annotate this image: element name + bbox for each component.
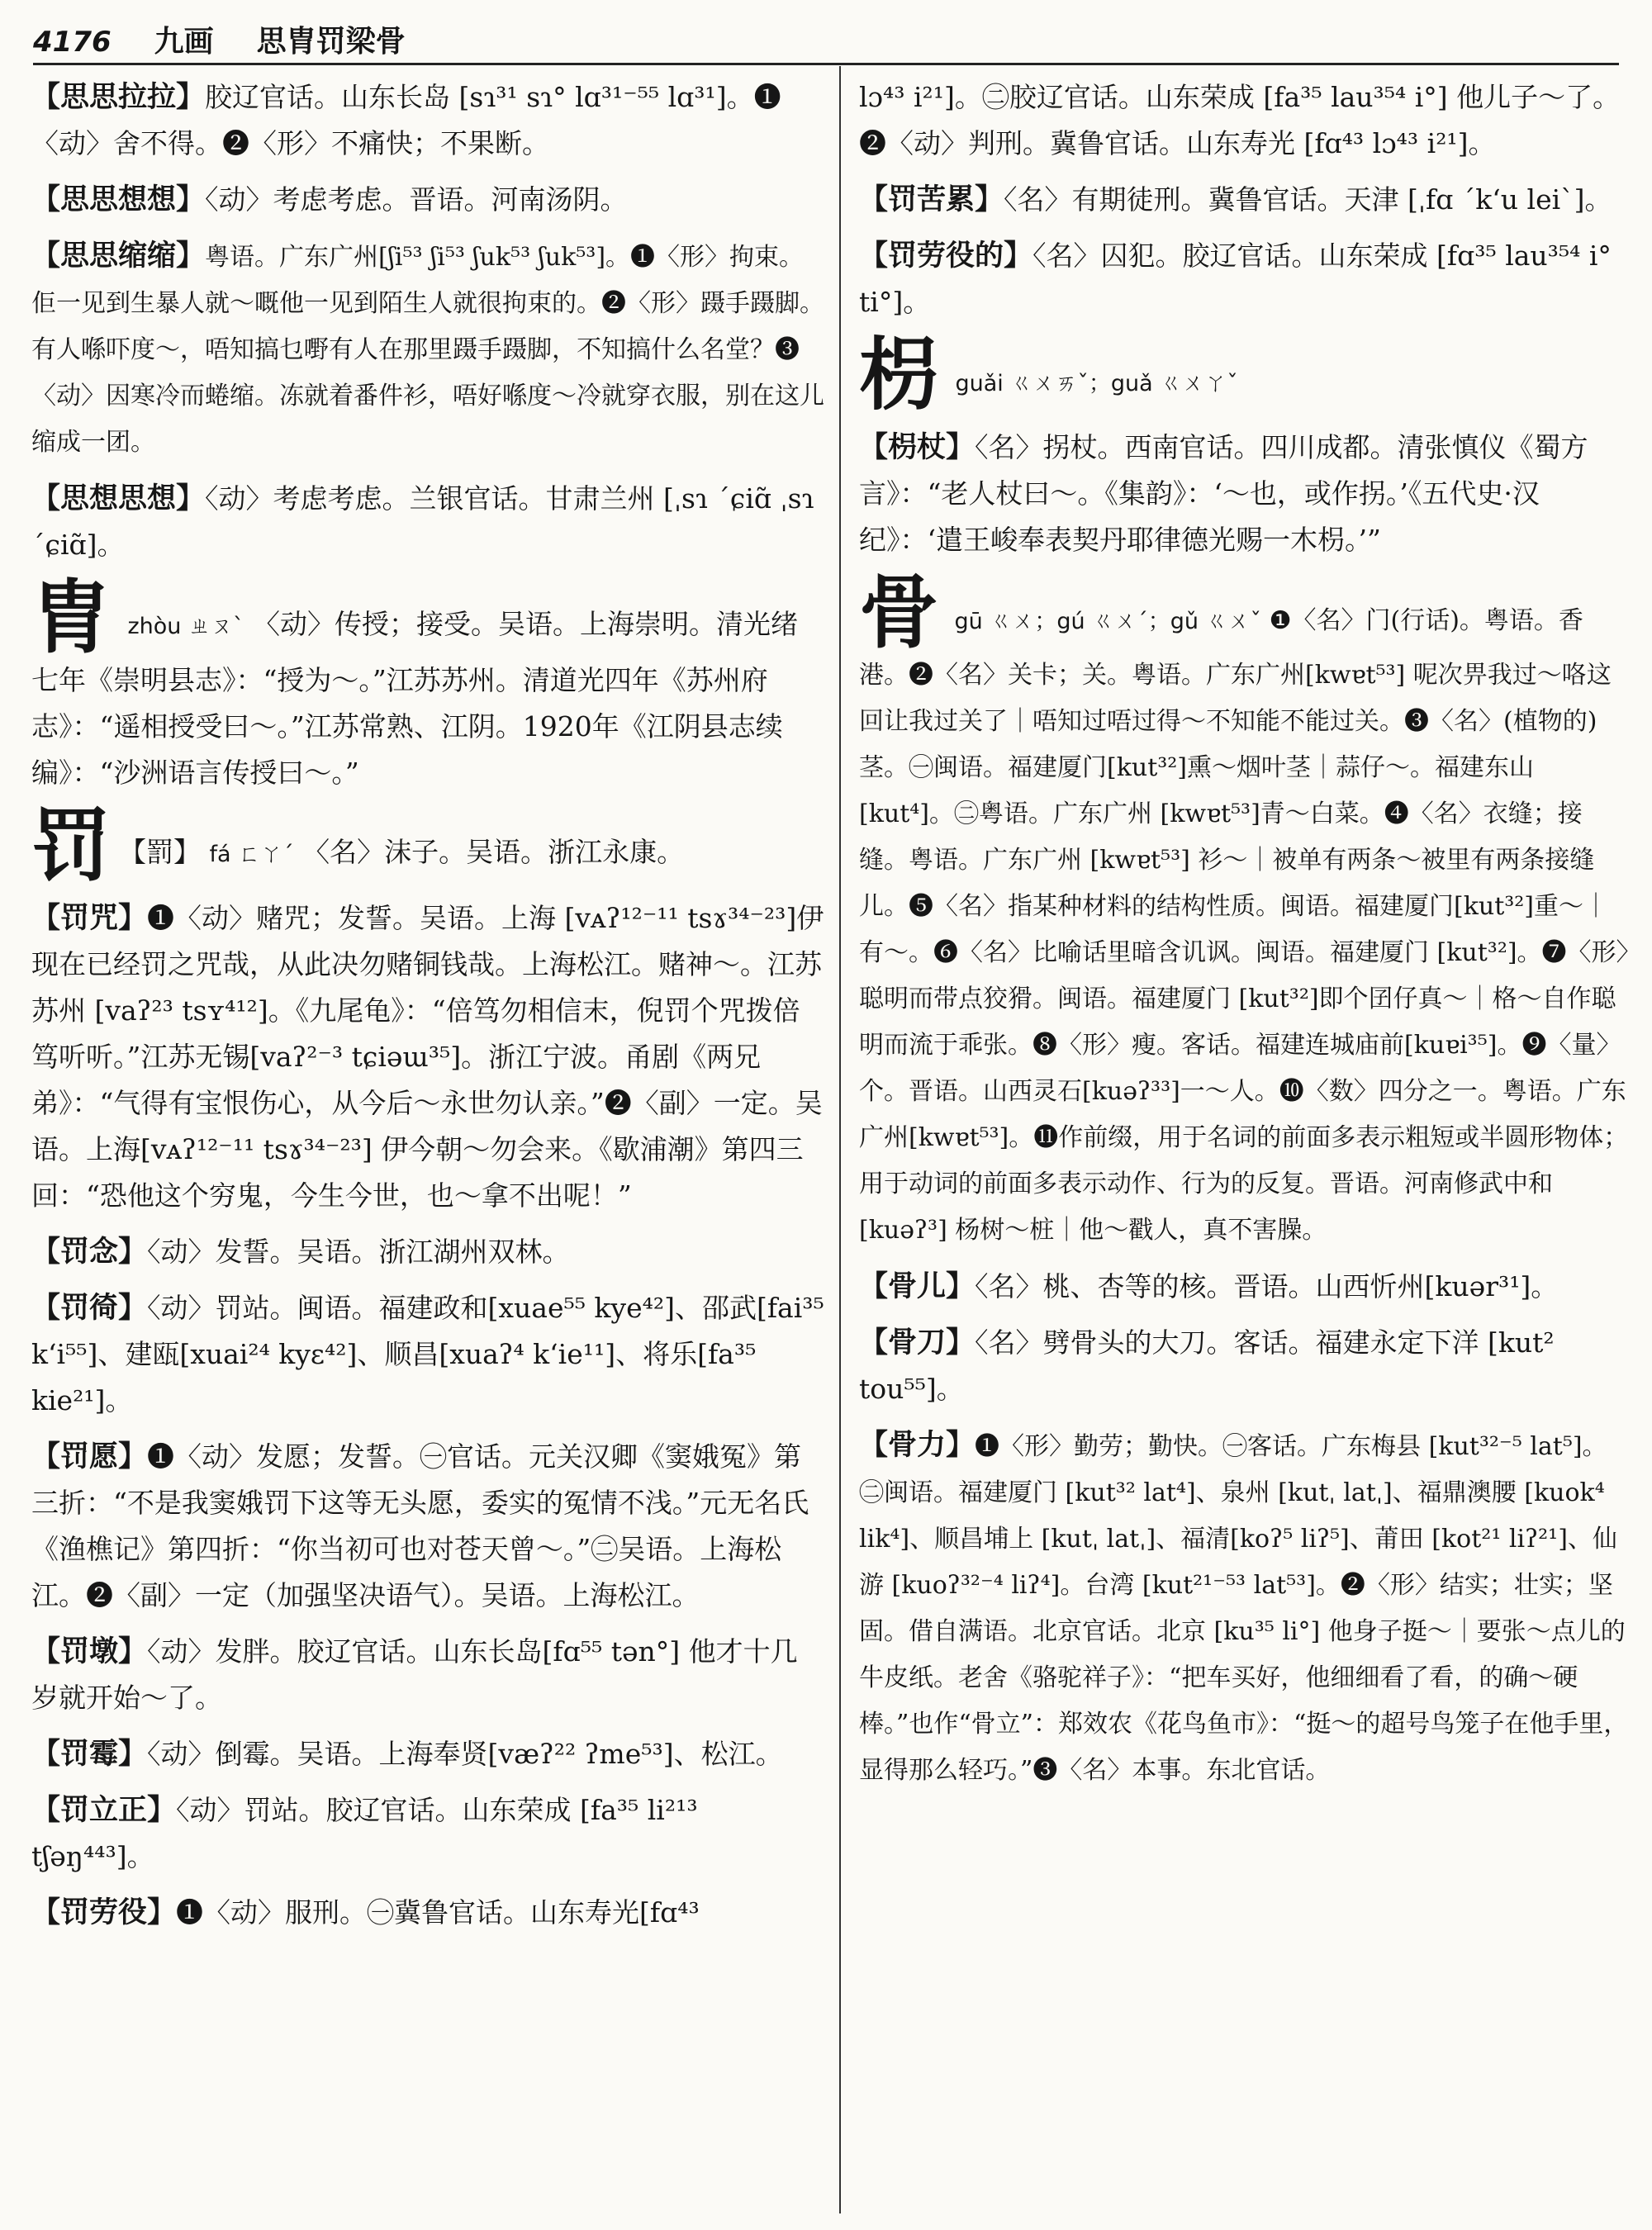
dictionary-entry	[31, 1285, 824, 1424]
headword: 【 罚愿 】	[31, 1440, 147, 1473]
dictionary-entry	[31, 1787, 824, 1880]
headword: 【 思思缩缩 】	[31, 240, 205, 273]
headword: 【 枴杖 】	[859, 431, 975, 464]
page-header	[33, 18, 1619, 64]
pinyin: zhòu ㄓㄡˋ	[127, 614, 244, 639]
pinyin: fá ㄈㄚˊ	[209, 842, 294, 867]
pinyin: gū ㄍㄨ；gú ㄍㄨˊ；gǔ ㄍㄨˇ	[954, 609, 1262, 634]
dictionary-entry	[31, 233, 824, 466]
headword: 【 骨儿 】	[859, 1270, 975, 1303]
dictionary-entry	[31, 476, 824, 568]
headword: 【 思想思想 】	[31, 482, 205, 515]
headword: 【 骨刀 】	[859, 1326, 975, 1359]
head-character: 罚	[31, 799, 111, 892]
dictionary-entry	[31, 1731, 824, 1777]
dictionary-entry	[859, 1264, 1631, 1310]
definition: 〈名〉沫子。吴语。浙江永康。	[302, 836, 685, 868]
definition: ❶〈形〉勤劳；勤快。㊀客话。广东梅县 [kut³²⁻⁵ lat⁵]。㊁闽语。福建厦门 [kut³² lat⁴]、泉州 [kutˌ latˌ]、福鼎澳腰 [kuok⁴ lik⁴]、顺昌埔上 [kutˌ latˌ]、福清[koʔ⁵ liʔ⁵]、莆田 [kot²¹ liʔ²¹]、仙游 [kuoʔ³²⁻⁴ liʔ⁴]。台湾 [kut²¹⁻⁵³ lat⁵³]。❷〈形〉结实；壮实；坚固。借自满语。北京官话。北京 [ku³⁵ li°] 他身子挺～｜要张～点儿的牛皮纸。老舍《骆驼祥子》：“把车买好，他细细看了看，的确～硬棒。”也作“骨立”：郑效农《花鸟鱼市》：“挺～的超号鸟笼子在他手里，显得那么轻巧。”❸〈名〉本事。东北官话。	[859, 1432, 1629, 1785]
traditional-form: 【罰】	[119, 836, 201, 868]
dictionary-entry	[31, 177, 824, 223]
definition: 〈动〉考虑考虑。晋语。河南汤阴。	[205, 183, 628, 216]
headword: 【 罚徛 】	[31, 1292, 147, 1325]
dictionary-entry	[859, 1320, 1631, 1412]
headword: 【 罚劳役 】	[31, 1896, 176, 1929]
definition: 胶辽官话。山东长岛 [sɿ³¹ sɿ° lɑ³¹⁻⁵⁵ lɑ³¹]。❶〈动〉舍不得。❷〈形〉不痛快；不果断。	[31, 81, 781, 159]
definition: 〈动〉传授；接受。吴语。上海崇明。清光绪七年《崇明县志》：“授为～。”江苏苏州。清道光四年《苏州府志》：“遥相授受曰～。”江苏常熟、江阴。1920年《江阴县志续编》：“沙洲语言传授曰～。”	[31, 608, 798, 789]
headword: 【 思思拉拉 】	[31, 81, 205, 114]
definition: lɔ⁴³ i²¹]。㊁胶辽官话。山东荣成 [fa³⁵ lau³⁵⁴ i°] 他儿子～了。❷〈动〉判刑。冀鲁官话。山东寿光 [fɑ⁴³ lɔ⁴³ i²¹]。	[859, 81, 1621, 159]
entry-continuation	[859, 74, 1631, 167]
section-chars: 思胄罚梁骨	[256, 24, 406, 59]
definition: 〈动〉发胖。胶辽官话。山东长岛[fɑ⁵⁵ tən°] 他才十几岁就开始～了。	[31, 1635, 798, 1714]
headword: 【 罚霉 】	[31, 1738, 147, 1771]
definition: ❶〈名〉门(行话)。粤语。香港。❷〈名〉关卡；关。粤语。广东广州[kwɐt⁵³] 呢次畀我过～咯这回让我过关了｜唔知过唔过得～不知能不能过关。❸〈名〉(植物的) 茎。㊀闽语。福建厦门[kut³²]熏～烟叶茎｜蒜仔～。福建东山 [kut⁴]。㊁粤语。广东广州 [kwɐt⁵³]青～白菜。❹〈名〉衣缝；接缝。粤语。广东广州 [kwɐt⁵³] 衫～｜被单有两条～被里有两条接缝儿。❺〈名〉指某种材料的结构性质。闽语。福建厦门[kut³²]重～｜有～。❻〈名〉比喻话里暗含讥讽。闽语。福建厦门 [kut³²]。❼〈形〉聪明而带点狡猾。闽语。福建厦门 [kut³²]即个囝仔真～｜格～自作聪明而流于乖张。❽〈形〉瘦。客话。福建连城庙前[kuɐi³⁵]。❾〈量〉个。晋语。山西灵石[kuəʔ³³]一～人。❿〈数〉四分之一。粤语。广东广州[kwɐt⁵³]。⓫作前缀，用于名词的前面多表示粗短或半圆形物体；用于动词的前面多表示动作、行为的反复。晋语。河南修武中和[kuəʔ³] 杨树～桩｜他～戳人，真不害臊。	[859, 606, 1629, 1245]
headword: 【 罚咒 】	[31, 902, 147, 935]
dictionary-entry	[859, 177, 1631, 223]
definition: 粤语。广东广州[ʃi⁵³ ʃi⁵³ ʃuk⁵³ ʃuk⁵³]。❶〈形〉拘束。佢一见到生暴人就～嘅他一见到陌生人就很拘束的。❷〈形〉蹑手蹑脚。有人喺吓度～，唔知搞乜嘢有人在那里蹑手蹑脚，不知搞什么名堂？❸〈动〉因寒冷而蜷缩。冻就着番件衫，唔好喺度～冷就穿衣服，别在这儿缩成一团。	[31, 243, 824, 457]
dictionary-entry	[31, 1434, 824, 1619]
headword: 【 骨力 】	[859, 1429, 975, 1462]
definition: ❶〈动〉服刑。㊀冀鲁官话。山东寿光[fɑ⁴³	[176, 1896, 700, 1929]
definition: 〈动〉考虑考虑。兰银官话。甘肃兰州 [ˌsɿ ˊɕiɑ̃ ˌsɿ ˊɕiɑ̃]。	[31, 482, 814, 561]
character-entry	[859, 329, 1631, 421]
headword: 【 思思想想 】	[31, 183, 205, 216]
dictionary-entry	[859, 425, 1631, 563]
dictionary-entry	[859, 233, 1631, 325]
headword: 【 罚苦累 】	[859, 183, 1004, 216]
right-column	[859, 74, 1631, 1804]
headword: 【 罚墩 】	[31, 1635, 147, 1668]
left-column	[31, 74, 824, 1946]
head-character: 骨	[859, 567, 938, 659]
definition: 〈动〉发誓。吴语。浙江湖州双林。	[147, 1236, 570, 1268]
dictionary-entry	[31, 1629, 824, 1721]
dictionary-entry	[31, 74, 824, 167]
definition: 〈名〉桃、杏等的核。晋语。山西忻州[kuər³¹]。	[975, 1270, 1559, 1302]
character-entry	[859, 567, 1631, 1254]
head-character: 胄	[31, 572, 111, 664]
dictionary-entry	[31, 1229, 824, 1275]
headword: 【 罚念 】	[31, 1236, 147, 1269]
head-character: 枴	[859, 329, 938, 421]
character-entry	[31, 572, 824, 796]
page-number: 4176	[33, 26, 112, 59]
dictionary-entry	[859, 1422, 1631, 1794]
dictionary-entry	[31, 1890, 824, 1936]
definition: 〈名〉囚犯。胶辽官话。山东荣成 [fɑ³⁵ lau³⁵⁴ i° ti°]。	[859, 240, 1612, 318]
definition: 〈动〉倒霉。吴语。上海奉贤[væʔ²² ʔme⁵³]、松江。	[147, 1738, 783, 1770]
definition: 〈名〉劈骨头的大刀。客话。福建永定下洋 [kut² tou⁵⁵]。	[859, 1326, 1555, 1405]
definition: ❶〈动〉赌咒；发誓。吴语。上海 [vᴀʔ¹²⁻¹¹ tsɤ³⁴⁻²³]伊现在已经罚之咒哉，从此决勿赌铜钱哉。上海松江。赌神～。江苏苏州 [vaʔ²³ tsʏ⁴¹²]。《九尾龟》：“倍笃勿相信末，倪罚个咒拨倍笃听听。”江苏无锡[vaʔ²⁻³ tɕiəɯ³⁵]。浙江宁波。甬剧《两兄弟》：“气得有宝恨伤心，从今后～永世勿认亲。”❷〈副〉一定。吴语。上海[vᴀʔ¹²⁻¹¹ tsɤ³⁴⁻²³] 伊今朝～勿会来。《歇浦潮》第四三回：“恐他这个穷鬼，今生今世，也～拿不出呢！”	[31, 902, 824, 1212]
column-divider	[839, 66, 841, 2213]
section-label: 九画	[154, 24, 214, 59]
headword: 【 罚立正 】	[31, 1794, 176, 1827]
definition: ❶〈动〉发愿；发誓。㊀官话。元关汉卿《窦娥冤》第三折：“不是我窦娥罚下这等无头愿，委实的冤情不浅。”元无名氏《渔樵记》第四折：“你当初可也对苍天曾～。”㊁吴语。上海松江。❷〈副〉一定（加强坚决语气）。吴语。上海松江。	[31, 1440, 809, 1611]
pinyin: guǎi ㄍㄨㄞˇ；guǎ ㄍㄨㄚˇ	[955, 371, 1238, 396]
definition: 〈名〉拐杖。西南官话。四川成都。清张慎仪《蜀方言》：“老人杖曰～。《集韵》：‘～也，或作拐。’《五代史·汉纪》：‘遣王峻奉表契丹耶律德光赐一木枴。’”	[859, 431, 1588, 556]
definition: 〈动〉罚站。闽语。福建政和[xuae⁵⁵ kye⁴²]、邵武[fai³⁵ kʻi⁵⁵]、建瓯[xuai²⁴ kyɛ⁴²]、顺昌[xuaʔ⁴ kʻie¹¹]、将乐[fa³⁵ kie²¹]。	[31, 1292, 824, 1416]
definition: 〈动〉罚站。胶辽官话。山东荣成 [fa³⁵ li²¹³ tʃəŋ⁴⁴³]。	[31, 1794, 698, 1872]
headword: 【 罚劳役的 】	[859, 240, 1032, 273]
definition: 〈名〉有期徒刑。冀鲁官话。天津 [ˌfɑ ˊkʻu leiˋ]。	[1004, 183, 1612, 216]
header-rule	[33, 63, 1619, 65]
dictionary-entry	[31, 895, 824, 1219]
character-entry	[31, 799, 824, 892]
